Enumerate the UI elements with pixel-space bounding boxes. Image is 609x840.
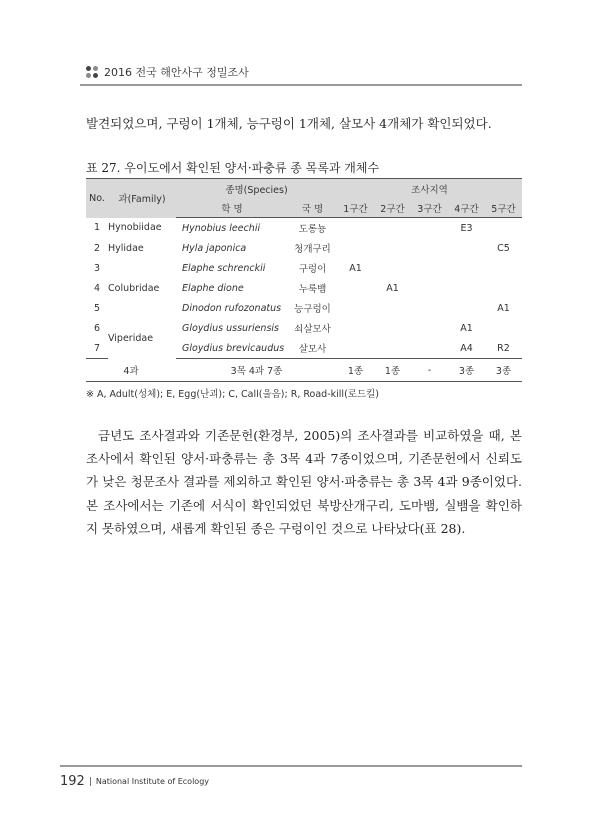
body-paragraph: 금년도 조사결과와 기존문헌(환경부, 2005)의 조사결과를 비교하였을 때, 본 조사에서 확인된 양서·파충류는 총 3목 4과 7종이었으며, 기존문헌에서 신뢰도가 낮은 청문조사 결과를 제외하고 확인된 양서·파충류는 총 3목 4과 9종이었다. 본 조사에서는 기존에 서식이 확인되었던 북방산개구리, 도마뱀, 실뱀을 확인하지 못하였으며, 새롭게 확인된 종은 구렁이인 것으로 나타났다(표 28). (86, 428, 522, 536)
total-family: 4과 (86, 359, 176, 382)
row-korean-name: 구렁이 (298, 264, 327, 275)
row-scientific-name: Hynobius leechii (182, 222, 261, 234)
row-korean-name: 누룩뱀 (298, 284, 327, 295)
total-species: 3목 4과 7종 (176, 359, 337, 382)
row-s5 (485, 318, 522, 338)
row-s2 (374, 218, 411, 239)
species-table (86, 178, 522, 382)
row-korean-name: 능구렁이 (294, 304, 331, 315)
total-s5: 3종 (485, 359, 522, 382)
header-divider (80, 84, 522, 86)
row-family: Viperidae (108, 332, 154, 344)
row-s3 (411, 218, 448, 239)
row-s5: A1 (497, 302, 510, 314)
total-s1: 1종 (337, 359, 374, 382)
intro-paragraph: 발견되었으며, 구렁이 1개체, 능구렁이 1개체, 살모사 4개체가 확인되었다. (86, 116, 492, 131)
row-s5 (485, 218, 522, 239)
row-s1 (337, 218, 374, 239)
total-row (86, 359, 522, 382)
header-section: 3구간 (411, 198, 448, 218)
row-korean-name: 쇠살모사 (294, 324, 331, 335)
header-section: 4구간 (448, 198, 485, 218)
table-row (86, 218, 522, 239)
row-s5 (485, 258, 522, 278)
header-family: 과(Family) (108, 179, 176, 218)
header-section: 1구간 (337, 198, 374, 218)
row-s2 (374, 298, 411, 318)
row-scientific-name: Elaphe schrenckii (182, 262, 266, 274)
row-no: 6 (94, 322, 101, 334)
row-s3 (411, 238, 448, 258)
row-korean-name: 청개구리 (294, 244, 331, 255)
footer-divider (60, 765, 522, 767)
row-family: Colubridae (108, 282, 160, 294)
row-s5 (485, 278, 522, 298)
row-s2 (374, 258, 411, 278)
running-header (86, 64, 249, 80)
row-s2: A1 (386, 282, 399, 294)
row-s4: E3 (460, 222, 473, 234)
header-scientific-name: 학 명 (176, 198, 288, 218)
row-s4 (448, 278, 485, 298)
row-s2 (374, 238, 411, 258)
row-scientific-name: Dinodon rufozonatus (182, 302, 282, 314)
row-s3 (411, 318, 448, 338)
header-korean-name: 국 명 (288, 198, 337, 218)
row-korean-name: 도롱뇽 (298, 224, 327, 235)
table-caption: 표 27. 우이도에서 확인된 양서·파충류 종 목록과 개체수 (86, 161, 380, 175)
row-s5: C5 (497, 242, 510, 254)
row-scientific-name: Gloydius brevicaudus (176, 338, 288, 359)
row-s1 (337, 298, 374, 318)
body-text (86, 424, 522, 540)
institute-name: National Institute of Ecology (95, 777, 210, 786)
row-s4 (448, 238, 485, 258)
row-s5: R2 (485, 338, 522, 359)
header-section: 2구간 (374, 198, 411, 218)
header-no: No. (86, 179, 108, 218)
row-korean-name: 살모사 (288, 338, 337, 359)
footer-separator (90, 777, 91, 786)
row-s2 (374, 338, 411, 359)
table-row (86, 318, 522, 338)
row-no: 7 (86, 338, 108, 359)
page-footer (60, 774, 209, 789)
row-s4: A4 (448, 338, 485, 359)
row-s4: A1 (460, 322, 473, 334)
row-no: 1 (94, 222, 101, 234)
header-survey-area: 조사지역 (337, 179, 522, 199)
table-note: ※ A, Adult(성체); E, Egg(난괴); C, Call(울음); R, Road-kill(로드킬) (86, 389, 380, 400)
row-s3 (411, 258, 448, 278)
row-no: 2 (94, 242, 101, 254)
header-species: 종명(Species) (176, 179, 337, 199)
row-s3 (411, 278, 448, 298)
table-row (86, 238, 522, 258)
header-title: 2016 전국 해안사구 정밀조사 (104, 66, 249, 79)
table-row (86, 258, 522, 278)
row-no: 4 (94, 282, 101, 294)
row-s1 (337, 318, 374, 338)
row-s3 (411, 298, 448, 318)
header-dots-icon (86, 66, 98, 78)
row-s1: A1 (349, 262, 362, 274)
row-scientific-name: Hyla japonica (182, 242, 247, 254)
row-s1 (337, 338, 374, 359)
row-scientific-name: Gloydius ussuriensis (182, 322, 279, 334)
row-scientific-name: Elaphe dione (182, 282, 244, 294)
row-family: Hynobiidae (108, 222, 162, 234)
total-s3: - (411, 359, 448, 382)
header-section: 5구간 (485, 198, 522, 218)
row-no: 5 (94, 302, 101, 314)
row-s4 (448, 258, 485, 278)
row-family: Hylidae (108, 242, 144, 254)
total-s2: 1종 (374, 359, 411, 382)
page-number: 192 (60, 774, 85, 789)
row-s2 (374, 318, 411, 338)
row-s1 (337, 278, 374, 298)
row-no: 3 (94, 262, 101, 274)
row-s4 (448, 298, 485, 318)
total-s4: 3종 (448, 359, 485, 382)
row-s1 (337, 238, 374, 258)
row-s3 (411, 338, 448, 359)
